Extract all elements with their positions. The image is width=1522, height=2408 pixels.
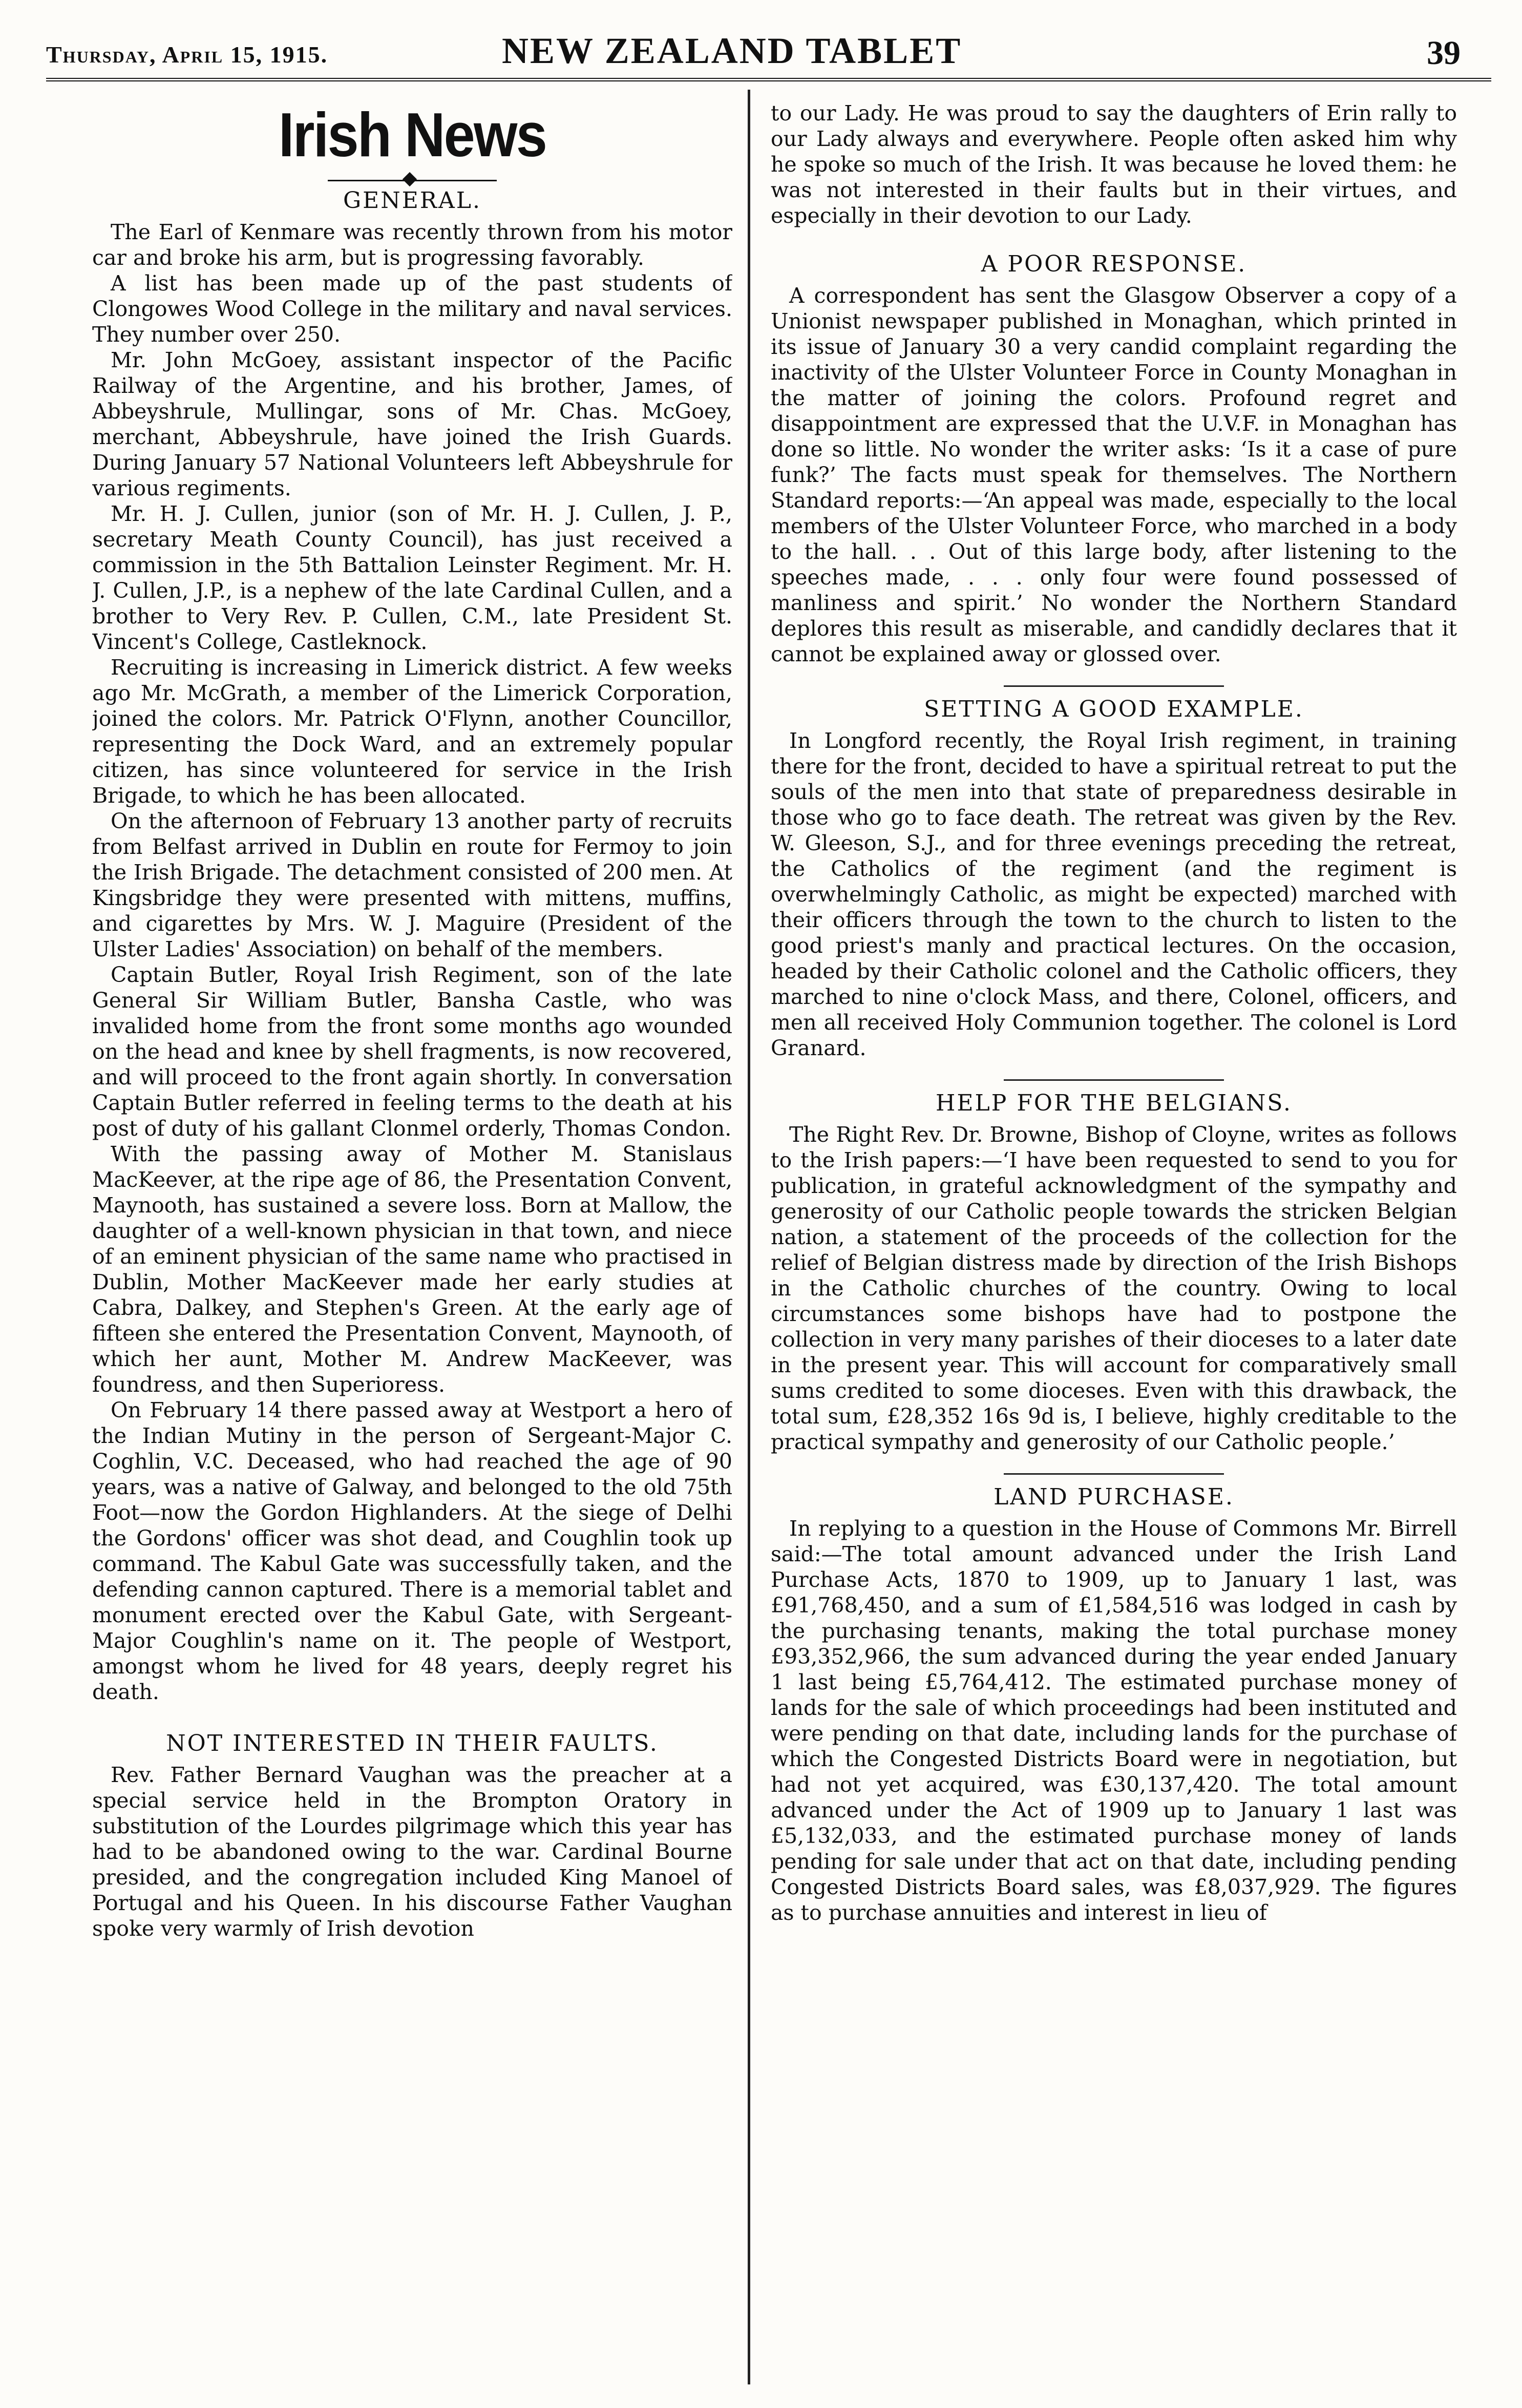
title-ornament (328, 178, 497, 182)
section-heading-faults: NOT INTERESTED IN THEIR FAULTS. (166, 1730, 659, 1756)
left-column (92, 92, 732, 2382)
paragraph-continued: to our Lady. He was proud to say the daughters of Erin rally to our Lady always and everywhere. People often asked him why he spoke so much of the Irish. It was because he loved them: he was not interested in their faults but in their virtues, and especially in their devotion to our Lady. (771, 101, 1457, 228)
paragraph: Captain Butler, Royal Irish Regiment, son of the late General Sir William Butler, Bansha Castle, who was invalided home from the front some months ago wounded on the head and knee by shell fragments, is now recovered, and will proceed to the front again shortly. In conversation Captain Butler referred in feeling terms to the death at his post of duty of his gallant Clonmel orderly, Thomas Condon. (92, 962, 732, 1141)
paragraph: Recruiting is increasing in Limerick district. A few weeks ago Mr. McGrath, a member of the Limerick Corporation, joined the colors. Mr. Patrick O'Flynn, another Councillor, representing the Dock Ward, and an extremely popular citizen, has since volunteered for service in the Irish Brigade, to which he has been allocated. (92, 655, 732, 808)
paragraph: Rev. Father Bernard Vaughan was the preacher at a special service held in the Brompton Oratory in substitution of the Lourdes pilgrimage which this year has had to be abandoned owing to the war. Cardinal Bourne presided, and the congregation included King Manoel of Portugal and his Queen. In his discourse Father Vaughan spoke very warmly of Irish devotion (92, 1763, 732, 1941)
section-rule (1004, 1473, 1224, 1475)
article-title: Irish News (278, 100, 546, 170)
section-rule (1004, 685, 1224, 687)
section-heading-land-purchase: LAND PURCHASE. (993, 1484, 1234, 1510)
masthead (46, 19, 1481, 76)
paragraph: The Right Rev. Dr. Browne, Bishop of Cloyne, writes as follows to the Irish papers:—‘I have been requested to send to you for publication, in grateful acknowledgment of the sympathy and generosity of our Catholic people towards the stricken Belgian nation, a statement of the proceeds of the collection for the relief of Belgian distress made by direction of the Irish Bishops in the Catholic churches of the country. Owing to local circumstances some bishops have had to postpone the collection in very many parishes of their dioceses to a later date in the present year. This will account for comparatively small sums credited to some dioceses. Even with this drawback, the total sum, £28,352 16s 9d is, I believe, highly creditable to the practical sympathy and generosity of our Catholic people.’ (771, 1122, 1457, 1454)
paragraph: Mr. John McGoey, assistant inspector of the Pacific Railway of the Argentine, and his brother, James, of Abbeyshrule, Mullingar, sons of Mr. Chas. McGoey, merchant, Abbeyshrule, have joined the Irish Guards. During January 57 National Volunteers left Abbeyshrule for various regiments. (92, 348, 732, 500)
newspaper-title: NEW ZEALAND TABLET (502, 30, 962, 71)
right-column (771, 92, 1457, 2382)
page-number: 39 (1427, 34, 1461, 72)
section-heading-good-example: SETTING A GOOD EXAMPLE. (924, 696, 1304, 722)
section-heading-general: GENERAL. (343, 187, 481, 214)
section-heading-poor-response: A POOR RESPONSE. (981, 251, 1247, 277)
paragraph: A correspondent has sent the Glasgow Observer a copy of a Unionist newspaper published in Monaghan, which printed in its issue of January 30 a very candid complaint regarding the inactivity of the Ulster Volunteer Force in County Monaghan in the matter of joining the colors. Profound regret and disappointment are expressed that the U.V.F. in Monaghan has done so little. No wonder the writer asks: ‘Is it a case of pure funk?’ The facts must speak for themselves. The Northern Standard reports:—‘An appeal was made, especially to the local members of the Ulster Volunteer Force, who marched in a body to the hall. . . Out of this large body, after listening to the speeches made, . . . only four were found possessed of manliness and spirit.’ No wonder the Northern Standard deplores this result as miserable, and candidly declares that it cannot be explained away or glossed over. (771, 283, 1457, 666)
paragraph: In Longford recently, the Royal Irish regiment, in training there for the front, decided to have a spiritual retreat to put the souls of the men into that state of preparedness desirable in those who go to face death. The retreat was given by the Rev. W. Gleeson, S.J., and for three evenings preceding the retreat, the Catholics of the regiment (and the regiment is overwhelmingly Catholic, as might be expected) marched with their officers through the town to the church to listen to the good priest's manly and practical lectures. On the occasion, headed by their Catholic colonel and the Catholic officers, they marched to nine o'clock Mass, and there, Colonel, officers, and men all received Holy Communion together. The colonel is Lord Granard. (771, 728, 1457, 1060)
column-divider (748, 90, 750, 2384)
paragraph: On the afternoon of February 13 another party of recruits from Belfast arrived in Dublin en route for Fermoy to join the Irish Brigade. The detachment consisted of 200 men. At Kingsbridge they were presented with mittens, muffins, and cigarettes by Mrs. W. J. Maguire (President of the Ulster Ladies' Association) on behalf of the members. (92, 809, 732, 961)
paragraph: With the passing away of Mother M. Stanislaus MacKeever, at the ripe age of 86, the Presentation Convent, Maynooth, has sustained a severe loss. Born at Mallow, the daughter of a well-known physician in that town, and niece of an eminent physician of the same name who practised in Dublin, Mother MacKeever made her early studies at Cabra, Dalkey, and Stephen's Green. At the early age of fifteen she entered the Presentation Convent, Maynooth, of which her aunt, Mother M. Andrew MacKeever, was foundress, and then Superioress. (92, 1142, 732, 1397)
paragraph: In replying to a question in the House of Commons Mr. Birrell said:—The total amount advanced under the Irish Land Purchase Acts, 1870 to 1909, up to January 1 last, was £91,768,450, and a sum of £1,584,516 was lodged in cash by the purchasing tenants, making the total purchase money £93,352,966, the sum advanced during the year ended January 1 last being £5,764,412. The estimated purchase money of lands for the sale of which proceedings had been instituted and were pending on that date, including lands for the purchase of which the Congested Districts Board were in negotiation, but had not yet acquired, was £30,137,420. The total amount advanced under the Act of 1909 up to January 1 last was £5,132,033, and the estimated purchase money of lands pending for sale under that act on that date, including pending Congested Districts Board sales, was £8,037,929. The figures as to purchase annuities and interest in lieu of (771, 1516, 1457, 1925)
paragraph: A list has been made up of the past students of Clongowes Wood College in the military and naval services. They number over 250. (92, 271, 732, 347)
paragraph: The Earl of Kenmare was recently thrown from his motor car and broke his arm, but is progressing favorably. (92, 220, 732, 270)
section-heading-belgians: HELP FOR THE BELGIANS. (936, 1090, 1292, 1116)
issue-date: Thursday, April 15, 1915. (46, 41, 328, 68)
paragraph: On February 14 there passed away at Westport a hero of the Indian Mutiny in the person of Sergeant-Major C. Coghlin, V.C. Deceased, who had reached the age of 90 years, was a native of Galway, and belonged to the old 75th Foot—now the Gordon Highlanders. At the siege of Delhi the Gordons' officer was shot dead, and Coughlin took up command. The Kabul Gate was successfully taken, and the defending cannon captured. There is a memorial tablet and monument erected over the Kabul Gate, with Sergeant-Major Coughlin's name on it. The people of Westport, amongst whom he lived for 48 years, deeply regret his death. (92, 1398, 732, 1704)
section-rule (1004, 1079, 1224, 1081)
masthead-rule (46, 78, 1491, 81)
paragraph: Mr. H. J. Cullen, junior (son of Mr. H. J. Cullen, J. P., secretary Meath County Council), has just received a commission in the 5th Battalion Leinster Regiment. Mr. H. J. Cullen, J.P., is a nephew of the late Cardinal Cullen, and a brother to Very Rev. P. Cullen, C.M., late President St. Vincent's College, Castleknock. (92, 501, 732, 654)
